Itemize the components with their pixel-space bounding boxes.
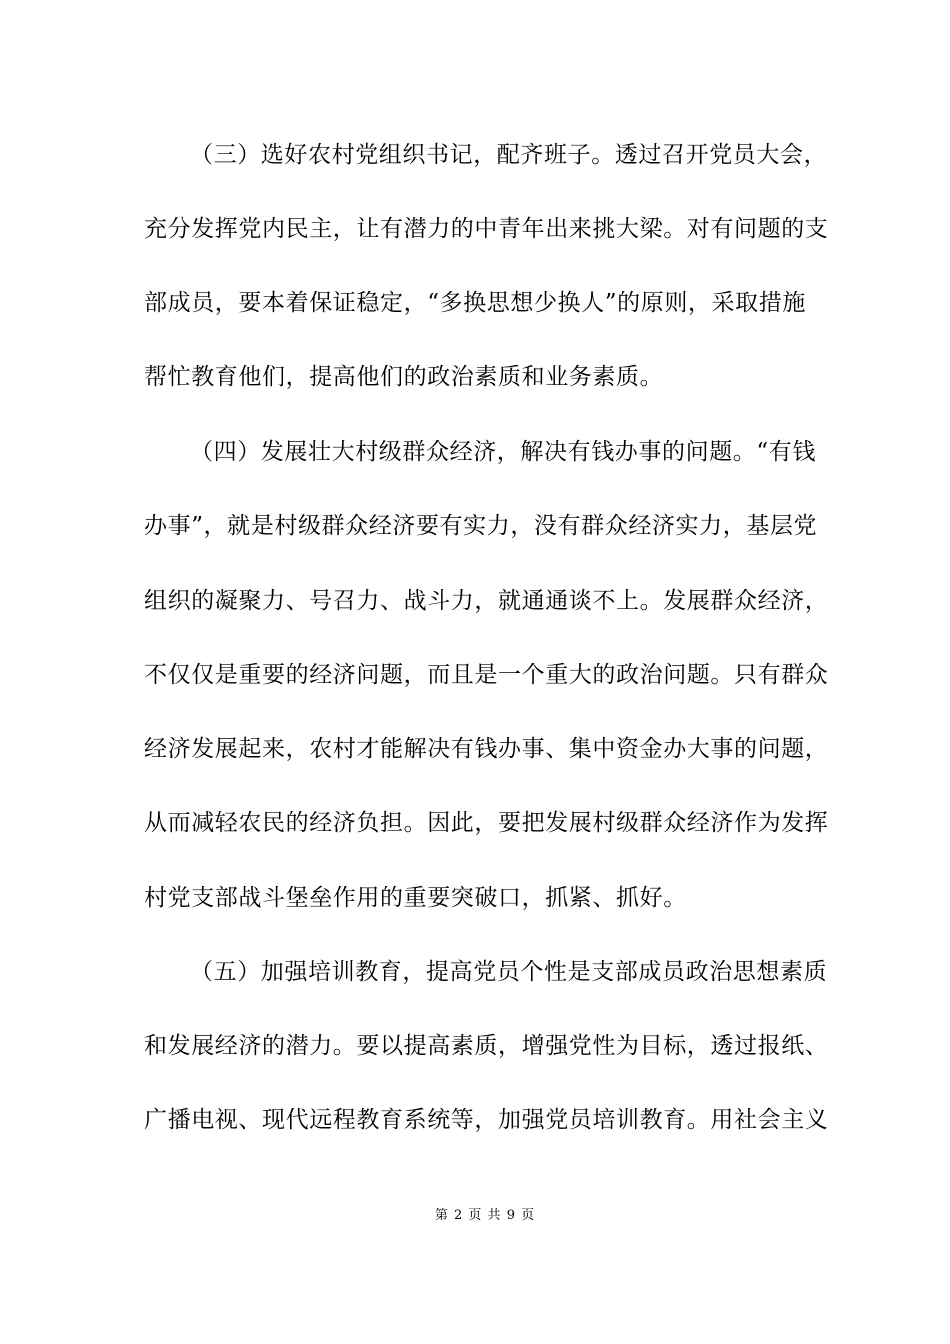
paragraph-4-line-3: 组织的凝聚力、号召力、战斗力，就通通谈不上。发展群众经济， (144, 588, 829, 614)
paragraph-4-line-4: 不仅仅是重要的经济问题，而且是一个重大的政治问题。只有群众 (144, 662, 829, 688)
paragraph-3-line-2: 充分发挥党内民主，让有潜力的中青年出来挑大梁。对有问题的支 (144, 216, 829, 242)
paragraph-4-line-1: （四）发展壮大村级群众经济，解决有钱办事的问题。“有钱 (190, 439, 816, 465)
page-number-footer: 第 2 页 共 9 页 (434, 1208, 536, 1223)
paragraph-4-line-5: 经济发展起来，农村才能解决有钱办事、集中资金办大事的问题， (144, 736, 829, 762)
paragraph-5-line-3: 广播电视、现代远程教育系统等，加强党员培训教育。用社会主义 (144, 1107, 829, 1133)
paragraph-3-line-1: （三）选好农村党组织书记，配齐班子。透过召开党员大会， (190, 142, 828, 168)
paragraph-5-line-2: 和发展经济的潜力。要以提高素质，增强党性为目标，透过报纸、 (144, 1033, 829, 1059)
paragraph-3-line-4: 帮忙教育他们，提高他们的政治素质和业务素质。 (144, 364, 664, 390)
paragraph-5-line-1: （五）加强培训教育，提高党员个性是支部成员政治思想素质 (190, 959, 828, 985)
paragraph-4-line-6: 从而减轻农民的经济负担。因此，要把发展村级群众经济作为发挥 (144, 810, 829, 836)
paragraph-4-line-2: 办事”，就是村级群众经济要有实力，没有群众经济实力，基层党 (144, 513, 818, 539)
paragraph-4-line-7: 村党支部战斗堡垒作用的重要突破口，抓紧、抓好。 (144, 885, 687, 911)
paragraph-3-line-3: 部成员，要本着保证稳定，“多换思想少换人”的原则，采取措施 (144, 290, 806, 316)
